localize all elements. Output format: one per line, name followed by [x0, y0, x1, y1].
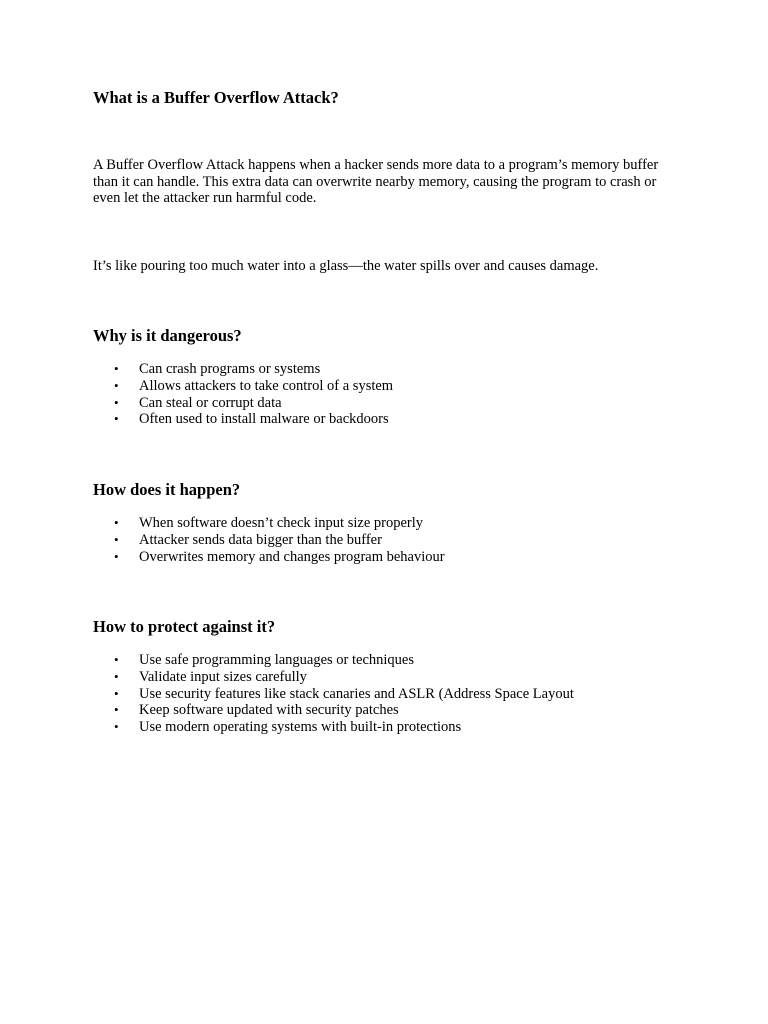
- protect-list: [93, 652, 693, 736]
- list-item-text: Validate input sizes carefully: [139, 668, 307, 685]
- list-item-text: Use security features like stack canaries and ASLR (Address Space Layout: [139, 685, 574, 702]
- list-item-text: Allows attackers to take control of a system: [139, 377, 394, 394]
- list-item: [93, 719, 693, 736]
- list-item: [93, 702, 693, 719]
- list-item: [93, 361, 693, 378]
- list-item-text: Attacker sends data bigger than the buffer: [139, 531, 382, 548]
- bullet: •: [114, 361, 119, 376]
- bullet: •: [114, 652, 119, 667]
- list-item: [93, 686, 693, 703]
- bullet: •: [114, 377, 119, 393]
- bullet: •: [114, 685, 119, 701]
- list-item-text: Keep software updated with security patches: [139, 702, 399, 719]
- intro-paragraph: A Buffer Overflow Attack happens when a hacker sends more data to a program’s memory buffer than it can handle. This extra data can overwrite nearby memory, causing the program to crash or even let the attacker run harmful code.: [93, 157, 659, 207]
- section-heading-dangerous: Why is it dangerous?: [93, 326, 242, 345]
- list-item: [93, 669, 693, 686]
- bullet: •: [114, 668, 119, 684]
- analogy-paragraph: It’s like pouring too much water into a glass—the water spills over and causes damage.: [93, 258, 599, 274]
- list-item: [93, 378, 693, 395]
- dangerous-list: [93, 361, 693, 428]
- list-item-text: Use safe programming languages or techniques: [139, 652, 415, 668]
- bullet: •: [114, 515, 119, 530]
- list-item: [93, 395, 693, 412]
- page-title: What is a Buffer Overflow Attack?: [93, 88, 339, 107]
- bullet: •: [114, 719, 119, 735]
- list-item: [93, 549, 693, 566]
- happen-list: [93, 515, 693, 565]
- list-item-text: Can steal or corrupt data: [139, 394, 282, 411]
- list-item: [93, 411, 693, 428]
- list-item: [93, 515, 693, 532]
- list-item-text: Overwrites memory and changes program behaviour: [139, 548, 445, 565]
- bullet: •: [114, 394, 119, 410]
- section-heading-protect: How to protect against it?: [93, 617, 276, 636]
- list-item: [93, 532, 693, 549]
- list-item-text: Often used to install malware or backdoors: [139, 411, 389, 428]
- section-heading-happen: How does it happen?: [93, 480, 241, 499]
- bullet: •: [114, 548, 119, 564]
- bullet: •: [114, 702, 119, 718]
- list-item: [93, 652, 693, 669]
- bullet: •: [114, 411, 119, 427]
- bullet: •: [114, 531, 119, 547]
- list-item-text: When software doesn’t check input size properly: [139, 515, 423, 531]
- list-item-text: Can crash programs or systems: [139, 361, 321, 377]
- list-item-text: Use modern operating systems with built-in protections: [139, 719, 462, 736]
